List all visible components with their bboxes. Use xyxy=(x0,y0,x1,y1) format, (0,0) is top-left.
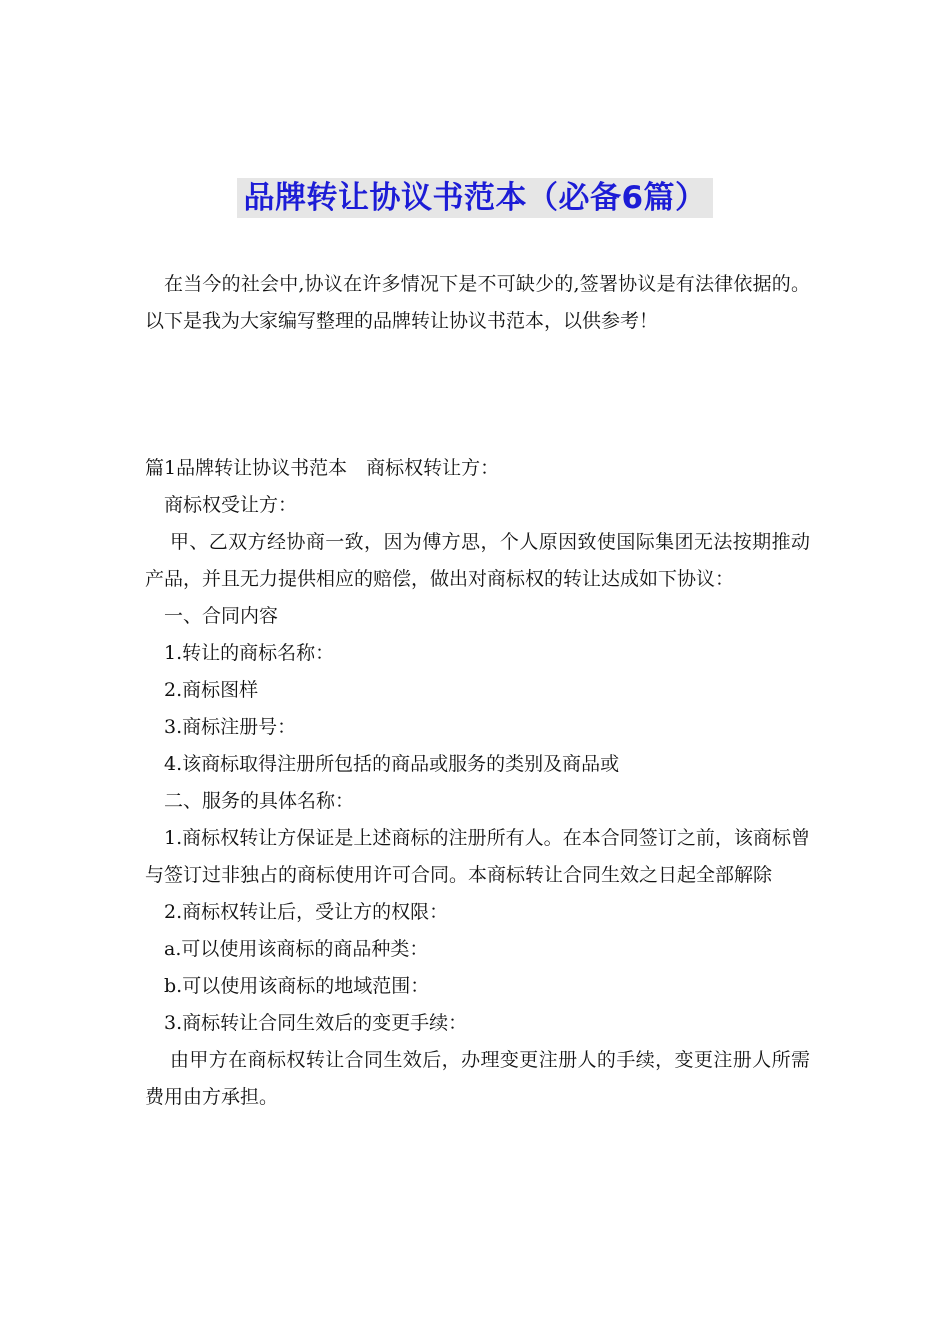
clause-heading-contract-content: 一、合同内容 xyxy=(164,605,279,627)
intro-paragraph: 在当今的社会中,协议在许多情况下是不可缺少的,签署协议是有法律依据的。以下是我为大家编写整理的品牌转让协议书范本，以供参考！ xyxy=(145,273,810,332)
clause-paragraph: 由甲方在商标权转让合同生效后，办理变更注册人的手续，变更注册人所需费用由方承担。 xyxy=(145,1049,810,1108)
clause-item: 3.商标转让合同生效后的变更手续： xyxy=(164,1012,468,1034)
clause-item: 3.商标注册号： xyxy=(164,716,297,738)
clause-item: 1.商标权转让方保证是上述商标的注册所有人。在本合同签订之前，该商标曾与签订过非独占的商标使用许可合同。本商标转让合同生效之日起全部解除 xyxy=(145,827,810,886)
document-title: 品牌转让协议书范本（必备6篇） xyxy=(237,178,712,218)
preamble-paragraph: 甲、乙双方经协商一致，因为傅方思，个人原因致使国际集团无法按期推动产品，并且无力提供相应的赔偿，做出对商标权的转让达成如下协议： xyxy=(145,531,810,590)
clause-item: 2.商标权转让后，受让方的权限： xyxy=(164,901,449,923)
clause-item: 2.商标图样 xyxy=(164,679,259,701)
clause-item: 4.该商标取得注册所包括的商品或服务的类别及商品或 xyxy=(164,753,620,775)
section-heading-transferor: 篇1品牌转让协议书范本 商标权转让方： xyxy=(145,457,500,479)
clause-item: 1.转让的商标名称： xyxy=(164,642,335,664)
clause-item: b.可以使用该商标的地域范围： xyxy=(164,975,430,997)
title-container xyxy=(0,178,950,218)
clause-item: a.可以使用该商标的商品种类： xyxy=(164,938,429,960)
intro-section xyxy=(145,266,810,340)
transferee-line: 商标权受让方： xyxy=(164,494,298,516)
clause-heading-service-name: 二、服务的具体名称： xyxy=(164,790,355,812)
agreement-body xyxy=(145,450,810,1116)
